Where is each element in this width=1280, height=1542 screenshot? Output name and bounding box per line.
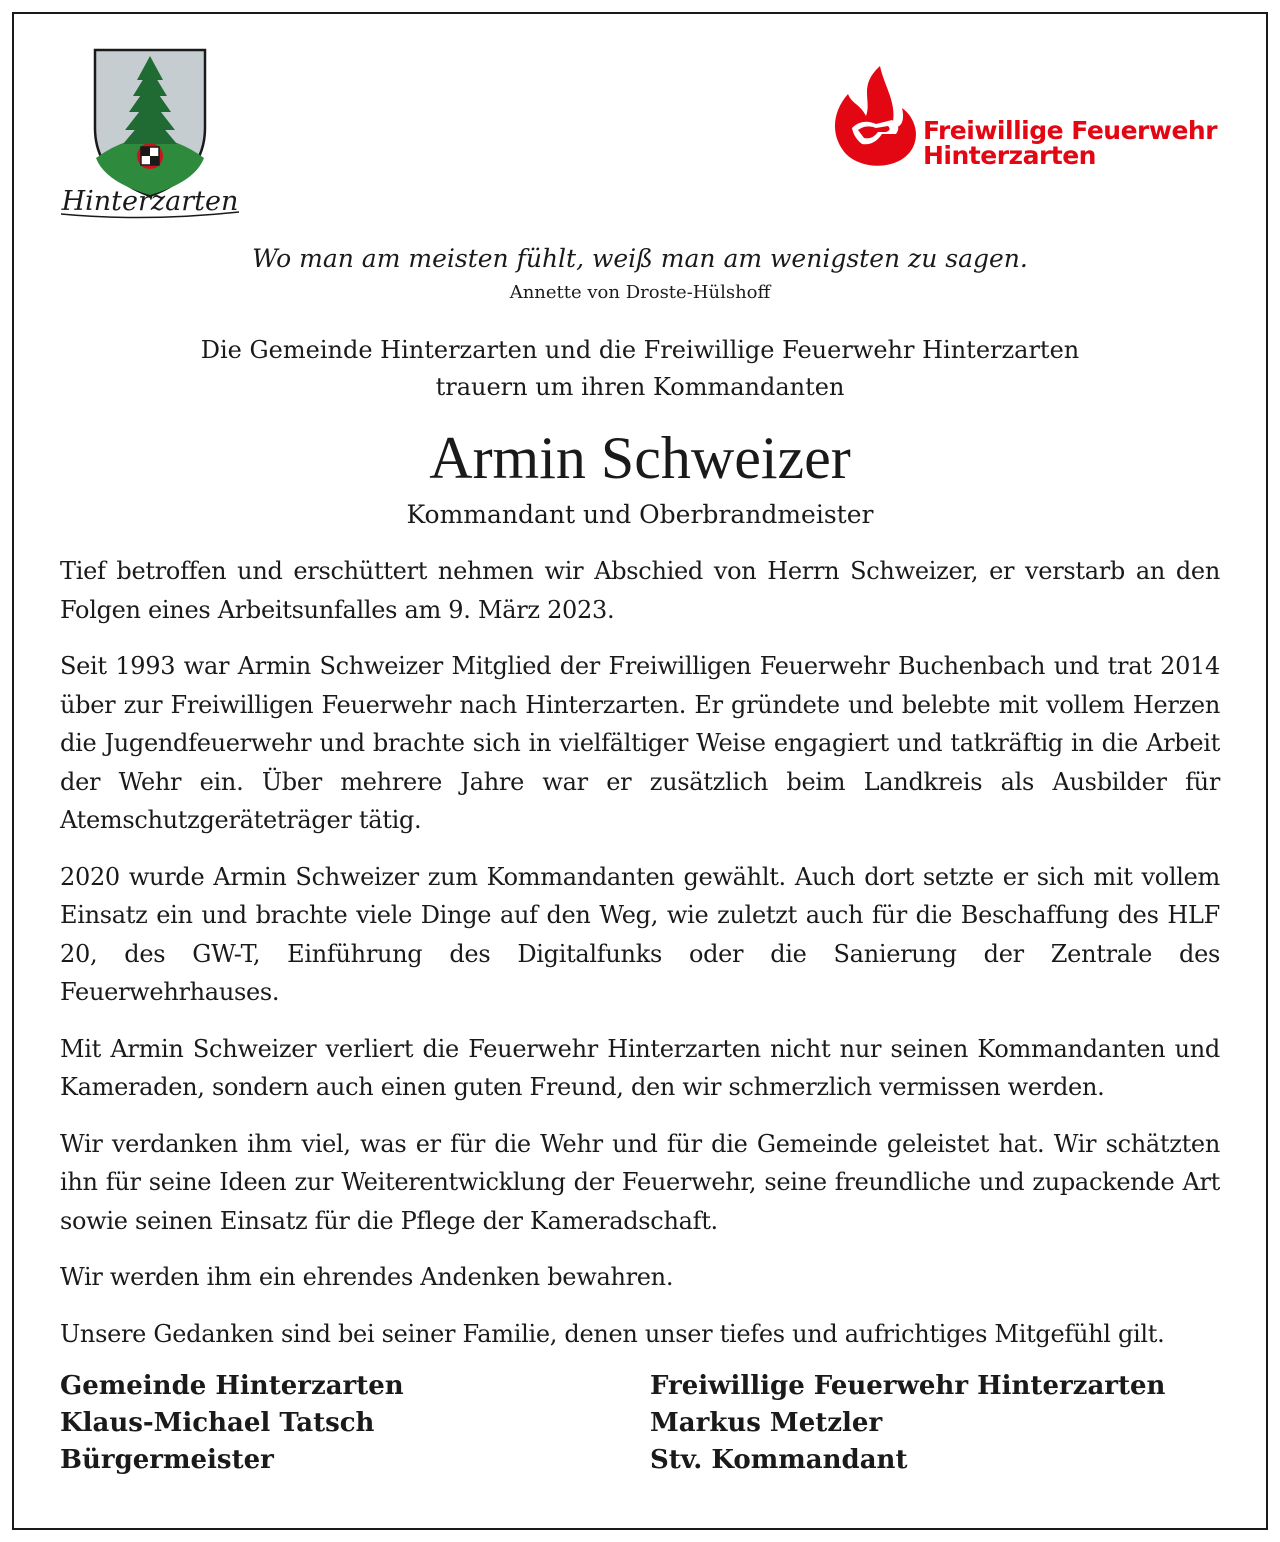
- deceased-name: Armin Schweizer: [429, 425, 851, 491]
- obituary-body: [60, 552, 1220, 1371]
- paragraph: Wir werden ihm ein ehrendes Andenken bewahren.: [60, 1263, 674, 1291]
- signature-block-fire-brigade: [650, 1368, 1165, 1479]
- signature-block-municipality: [60, 1368, 404, 1479]
- fire-brigade-name-line2: Hinterzarten: [923, 141, 1096, 170]
- fire-brigade-name-line1: Freiwillige Feuerwehr: [923, 116, 1218, 145]
- signature-org: Freiwillige Feuerwehr Hinterzarten: [650, 1371, 1166, 1401]
- signature-org: Gemeinde Hinterzarten: [60, 1371, 404, 1401]
- fire-brigade-wordmark: [923, 118, 1217, 168]
- quote-text: Wo man am meisten fühlt, weiß man am wenigsten zu sagen.: [252, 244, 1028, 273]
- deceased-rank: Kommandant und Oberbrandmeister: [406, 500, 874, 529]
- signature-title: Bürgermeister: [60, 1445, 274, 1475]
- intro-line-2: trauern um ihren Kommandanten: [435, 373, 845, 401]
- paragraph: Tief betroffen und erschüttert nehmen wir Abschied von Herrn Schweizer, er verstarb an den Folgen eines Arbeitsunfalles am 9. März 2023.: [60, 557, 1220, 624]
- intro-line-1: Die Gemeinde Hinterzarten und die Freiwillige Feuerwehr Hinterzarten: [200, 336, 1080, 364]
- intro-text: [0, 332, 1280, 406]
- signature-person: Klaus-Michael Tatsch: [60, 1408, 375, 1438]
- paragraph: Seit 1993 war Armin Schweizer Mitglied der Freiwilligen Feuerwehr Buchenbach und trat 2014 über zur Freiwilligen Feuerwehr nach Hinterzarten. Er gründete und belebte mit vollem Herzen die Jugendfeuerwehr und brachte sich in vielfältiger Weise engagiert und tatkräftig in die Arbeit der Wehr ein. Über mehrere Jahre war er zusätzlich beim Landkreis als Ausbilder für Atemschutzgeräteträger tätig.: [60, 652, 1220, 834]
- paragraph: Wir verdanken ihm viel, was er für die Wehr und für die Gemeinde geleistet hat. Wir schätzten ihn für seine Ideen zur Weiterentwicklung der Feuerwehr, seine freundliche und zupackende Art sowie seinen Einsatz für die Pflege der Kameradschaft.: [60, 1129, 1220, 1235]
- paragraph: Unsere Gedanken sind bei seiner Familie, denen unser tiefes und aufrichtiges Mitgefühl gilt.: [60, 1319, 1165, 1348]
- hinterzarten-crest-logo: [55, 46, 245, 222]
- signature-title: Stv. Kommandant: [650, 1445, 908, 1475]
- quote-author: Annette von Droste-Hülshoff: [509, 282, 771, 303]
- paragraph: Mit Armin Schweizer verliert die Feuerwehr Hinterzarten nicht nur seinen Kommandanten und Kameraden, sondern auch einen guten Freund, den wir schmerzlich vermissen werden.: [60, 1034, 1220, 1101]
- signature-person: Markus Metzler: [650, 1408, 883, 1438]
- hinterzarten-signature: Hinterzarten: [61, 186, 239, 217]
- paragraph: 2020 wurde Armin Schweizer zum Kommandanten gewählt. Auch dort setzte er sich mit vollem Einsatz ein und brachte viele Dinge auf den Weg, wie zuletzt auch für die Beschaffung des HLF 20, des GW-T, Einführung des Digitalfunks oder die Sanierung der Zentrale des Feuerwehrhauses.: [60, 862, 1220, 1006]
